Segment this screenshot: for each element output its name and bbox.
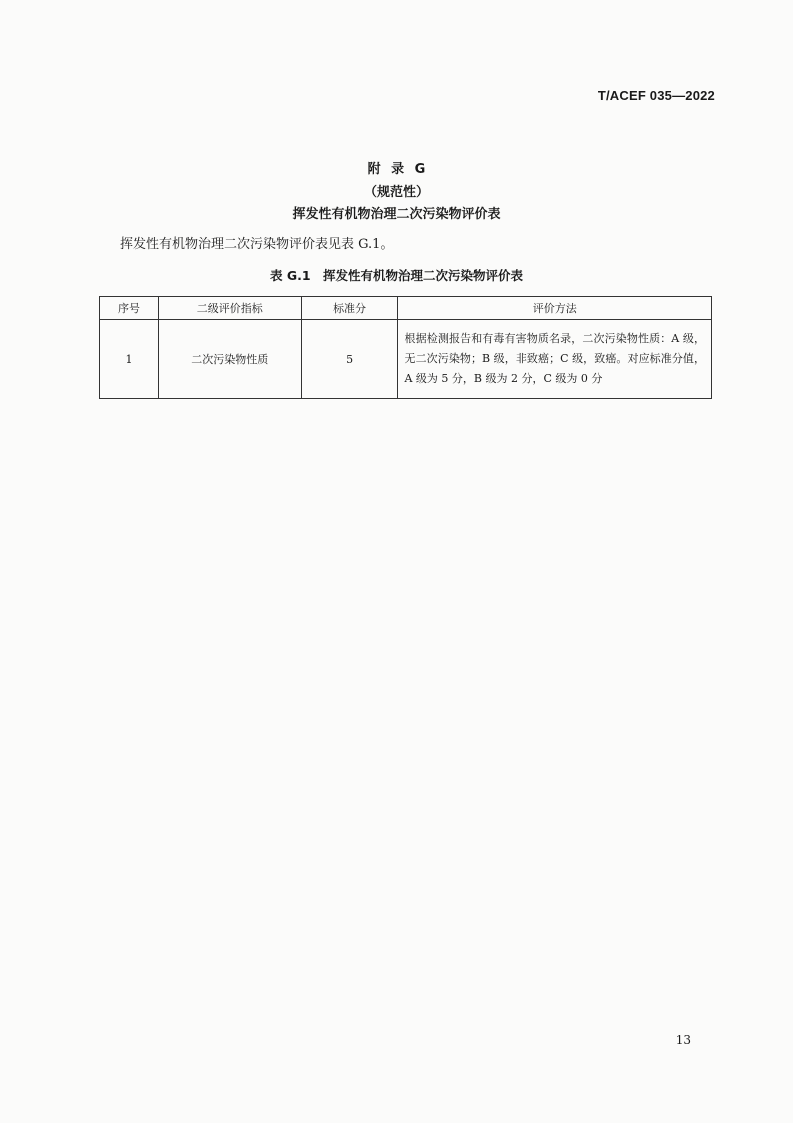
cell-score: 5	[301, 320, 398, 399]
annex-nature: （规范性）	[363, 185, 429, 200]
document-code: T/ACEF 035—2022	[597, 88, 715, 103]
column-header-method: 评价方法	[398, 297, 712, 320]
cell-index: 1	[100, 320, 159, 399]
column-header-index: 序号	[100, 297, 159, 320]
page-number: 13	[675, 1033, 691, 1047]
column-header-indicator: 二级评价指标	[158, 297, 301, 320]
table-header-row	[100, 297, 712, 320]
intro-paragraph: 挥发性有机物治理二次污染物评价表见表 G.1。	[120, 237, 394, 252]
evaluation-table	[99, 296, 712, 399]
table-caption: 表 G.1 挥发性有机物治理二次污染物评价表	[269, 268, 524, 283]
table-row	[100, 320, 712, 399]
annex-heading: 挥发性有机物治理二次污染物评价表	[292, 207, 501, 222]
cell-method: 根据检测报告和有毒有害物质名录，二次污染物性质：A 级，无二次污染物；B 级，非致癌；C 级，致癌。对应标准分值，A 级为 5 分，B 级为 2 分，C 级为 0 分	[398, 320, 712, 399]
cell-indicator: 二次污染物性质	[158, 320, 301, 399]
column-header-score: 标准分	[301, 297, 398, 320]
annex-title: 附 录 G	[367, 162, 426, 177]
